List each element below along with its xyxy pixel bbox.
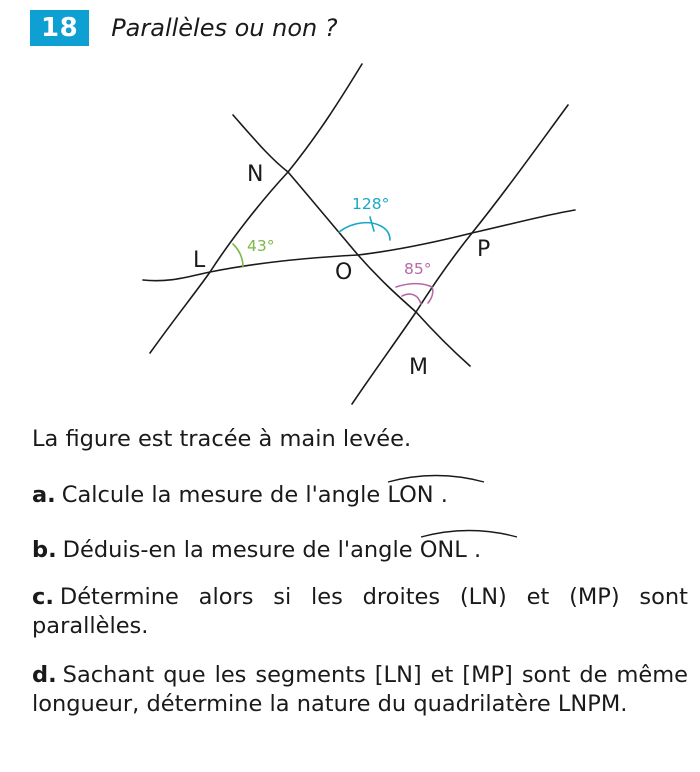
question-a (32, 481, 688, 510)
question-d (32, 661, 688, 719)
line-lp (143, 210, 575, 281)
question-d-text: Sachant que les segments [LN] et [MP] sont de même longueur, détermine la nature du quadrilatère LNPM. (32, 662, 688, 717)
angle-hat-icon (419, 528, 519, 538)
question-c-label: c. (32, 584, 54, 610)
line-ln (150, 64, 362, 353)
angle-onl (420, 536, 467, 565)
angle-lon (387, 481, 433, 510)
angle-label-pink: 85° (404, 260, 432, 278)
angle-arc-blue (339, 223, 390, 240)
question-a-label: a. (32, 482, 56, 508)
intro-sentence: La figure est tracée à main levée. (32, 426, 412, 452)
angle-onl-text: ONL (419, 537, 467, 563)
intro-text (32, 425, 688, 454)
question-b-text: Déduis-en la mesure de l'angle (62, 537, 413, 563)
point-label-l: L (193, 248, 206, 273)
angle-lon-text: LON (387, 482, 434, 508)
question-d-label: d. (32, 662, 57, 688)
point-label-o: O (335, 260, 353, 285)
point-label-m: M (409, 355, 428, 380)
question-a-text: Calcule la mesure de l'angle (61, 482, 381, 508)
angle-arc-green (233, 244, 243, 267)
question-c (32, 583, 688, 641)
question-c-text: Détermine alors si les droites (LN) et (MP) sont parallèles. (32, 584, 688, 639)
angle-hat-icon (386, 473, 486, 483)
angle-label-blue: 128° (352, 195, 390, 213)
exercise-number-badge: 18 (30, 10, 89, 46)
point-label-n: N (247, 162, 264, 187)
question-b-end: . (473, 537, 482, 563)
point-label-p: P (477, 237, 491, 262)
line-mp (352, 105, 568, 404)
exercise-title: Parallèles ou non ? (111, 14, 338, 42)
question-a-end: . (440, 482, 448, 508)
angle-label-green: 43° (247, 237, 275, 255)
question-b-label: b. (32, 537, 57, 563)
question-b (32, 536, 688, 565)
